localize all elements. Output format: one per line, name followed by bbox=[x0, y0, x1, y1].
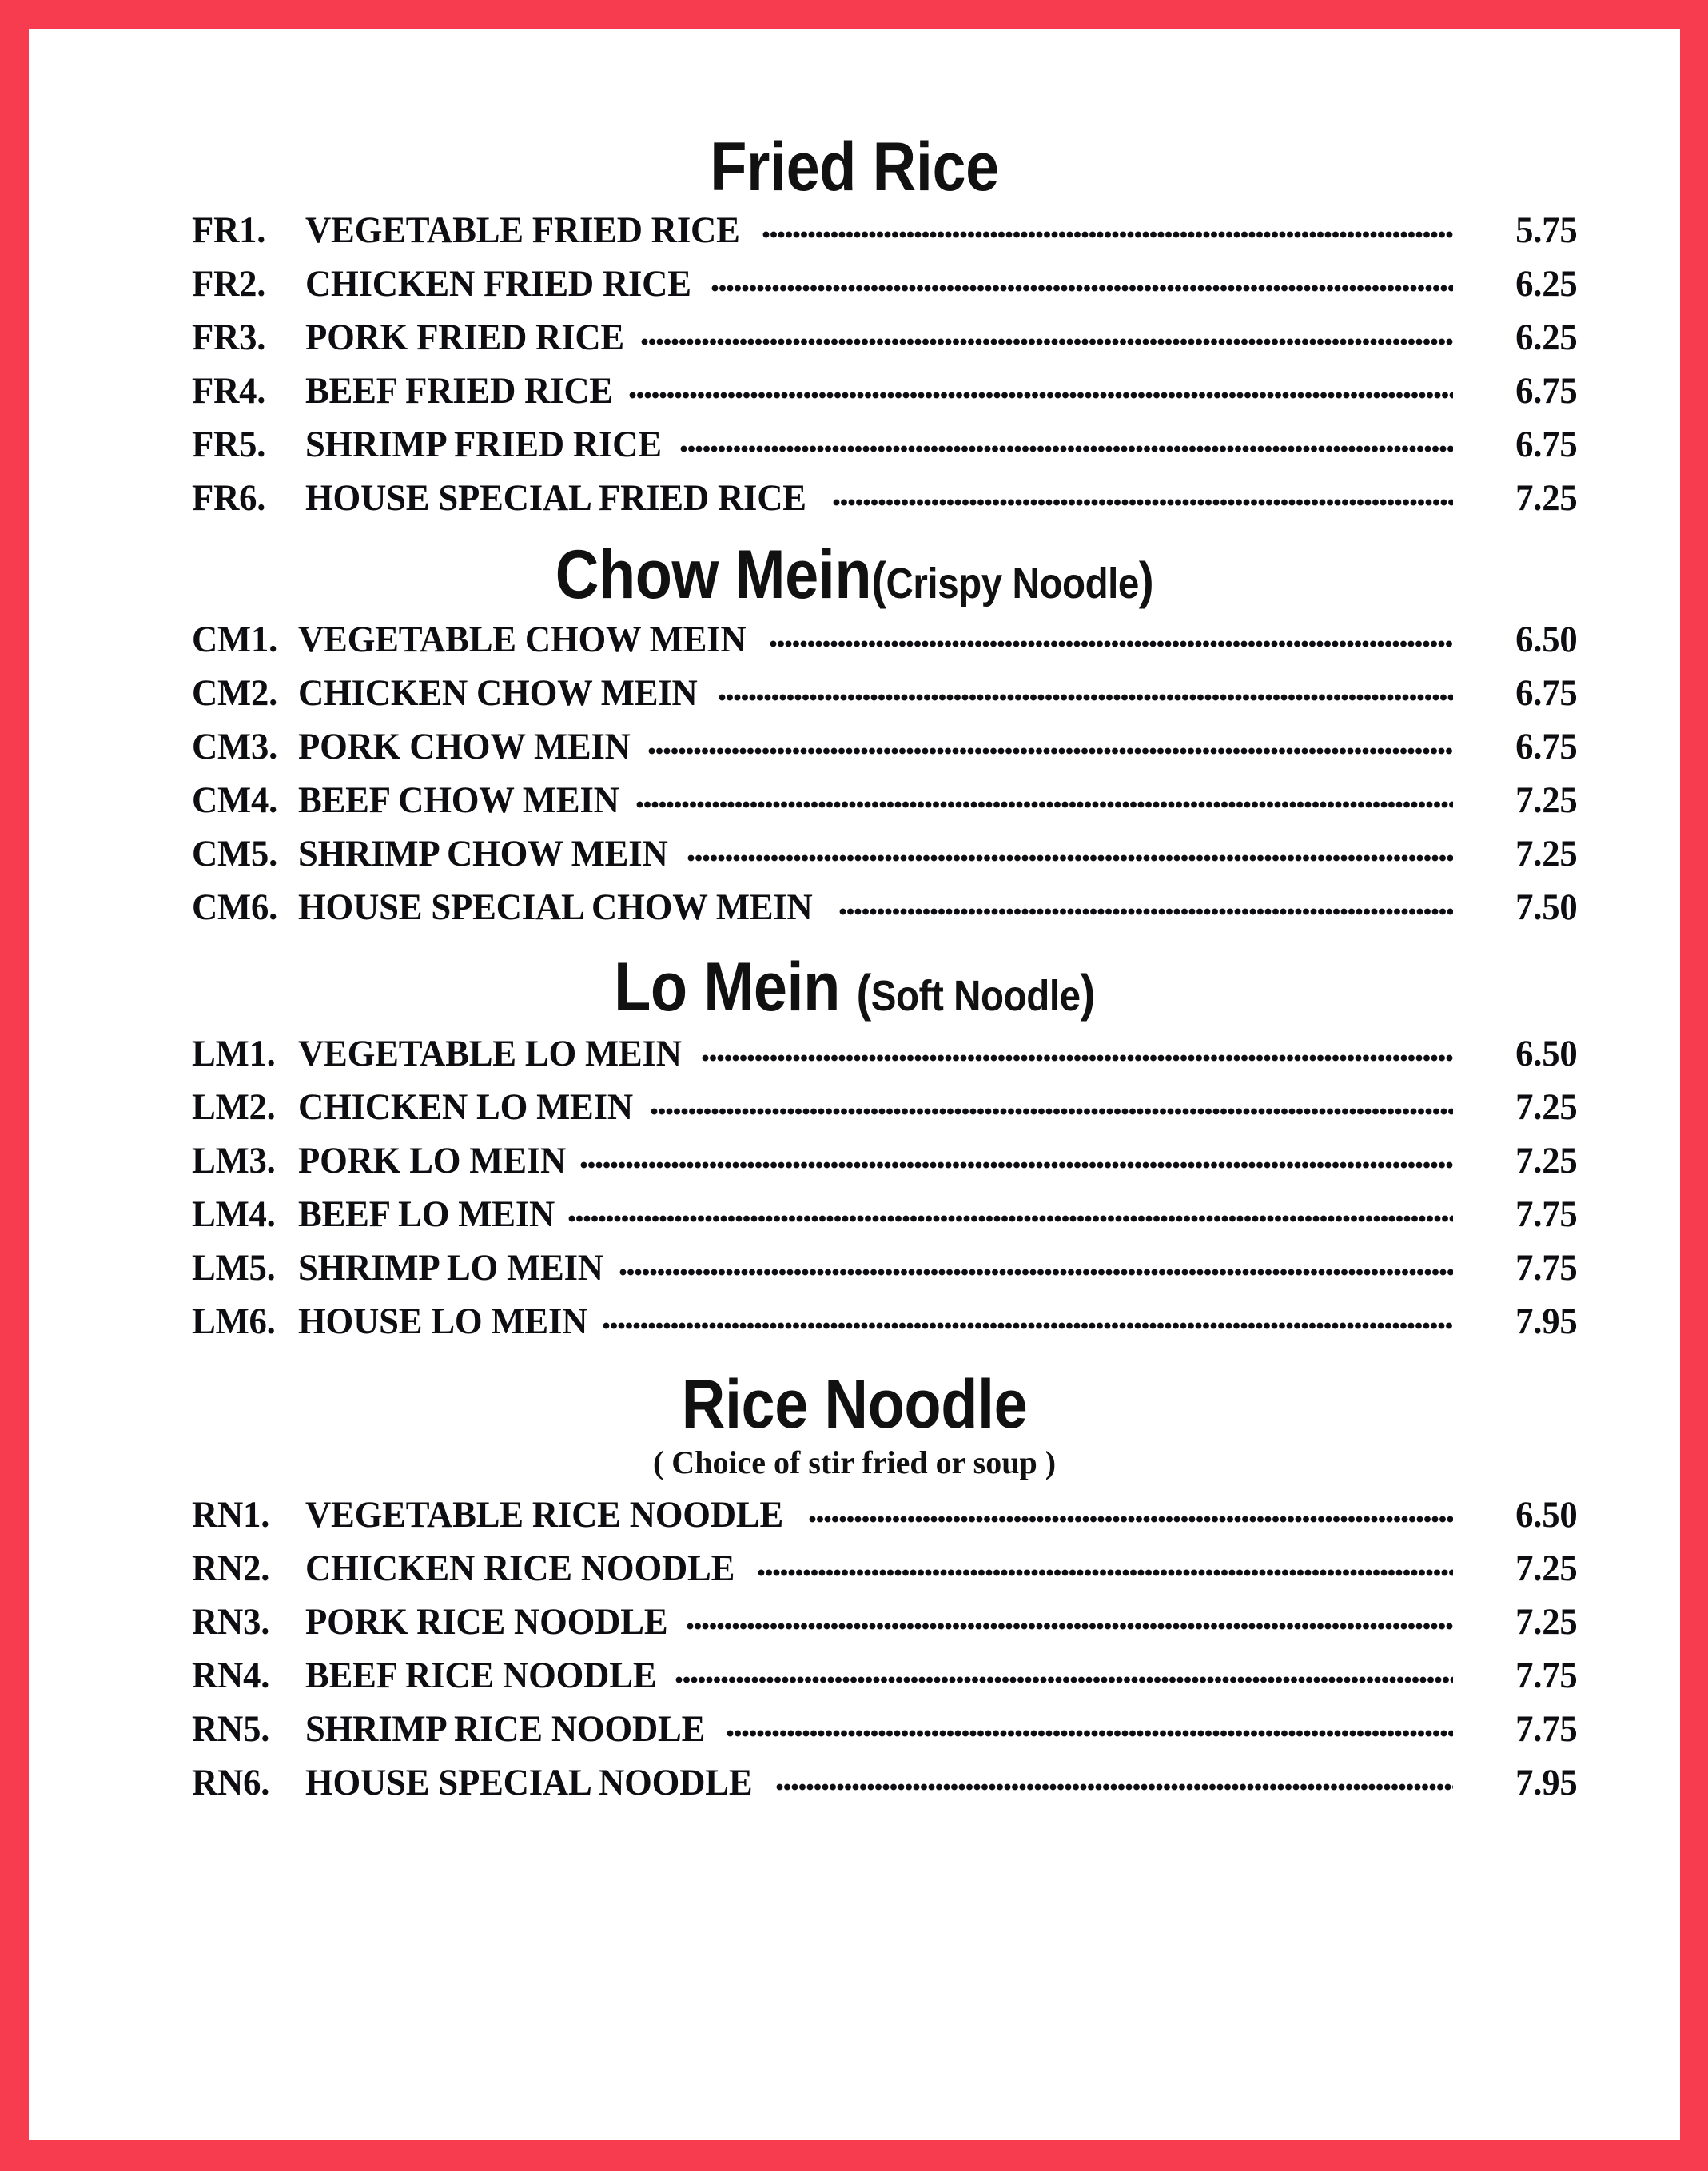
menu-item-name: CHICKEN RICE NOODLE bbox=[305, 1548, 735, 1589]
menu-item-list-rice-noodle bbox=[29, 1489, 1680, 1810]
menu-item-name: PORK FRIED RICE bbox=[305, 317, 625, 358]
dot-leader bbox=[641, 312, 1453, 349]
section-heading-lo-mein bbox=[128, 949, 1581, 1026]
menu-item-code: CM3. bbox=[192, 726, 278, 767]
menu-item-name: CHICKEN CHOW MEIN bbox=[298, 672, 698, 714]
dot-leader bbox=[568, 1189, 1453, 1226]
menu-item-name: BEEF RICE NOODLE bbox=[305, 1655, 657, 1696]
dot-leader bbox=[702, 1028, 1453, 1066]
menu-item-name: SHRIMP CHOW MEIN bbox=[298, 833, 668, 874]
section-subtitle-open-paren-chow-mein: ( bbox=[871, 552, 886, 609]
menu-item-code: LM4. bbox=[192, 1193, 276, 1235]
menu-item-name: PORK CHOW MEIN bbox=[298, 726, 631, 767]
menu-item-code: FR6. bbox=[192, 477, 266, 519]
menu-item-code: RN5. bbox=[192, 1708, 270, 1750]
dot-leader bbox=[770, 614, 1453, 651]
menu-item-code: CM4. bbox=[192, 779, 278, 821]
menu-item-code: RN2. bbox=[192, 1548, 270, 1589]
menu-item-price: 7.75 bbox=[1515, 1655, 1578, 1696]
menu-item-code: FR2. bbox=[192, 263, 266, 305]
menu-item-code: RN1. bbox=[192, 1494, 270, 1536]
menu-sheet bbox=[29, 29, 1680, 2140]
menu-item-code: CM1. bbox=[192, 619, 278, 660]
menu-item-row bbox=[192, 1596, 1592, 1650]
dot-leader bbox=[833, 472, 1453, 510]
section-title-rice-noodle: Rice Noodle bbox=[681, 1366, 1028, 1443]
section-subtitle-chow-mein: Crispy Noodle bbox=[886, 560, 1139, 607]
menu-item-code: LM1. bbox=[192, 1033, 276, 1074]
menu-item-code: LM2. bbox=[192, 1086, 276, 1128]
dot-leader bbox=[687, 1596, 1453, 1634]
dot-leader bbox=[648, 721, 1453, 759]
dot-leader bbox=[839, 882, 1453, 919]
section-title-lo-mein: Lo Mein bbox=[614, 949, 857, 1026]
menu-item-name: CHICKEN FRIED RICE bbox=[305, 263, 691, 305]
menu-item-price: 7.75 bbox=[1515, 1247, 1578, 1289]
section-subtitle-close-paren-chow-mein: ) bbox=[1138, 552, 1154, 609]
menu-item-row bbox=[192, 205, 1592, 258]
menu-item-name: CHICKEN LO MEIN bbox=[298, 1086, 633, 1128]
menu-item-row bbox=[192, 614, 1592, 667]
menu-section-fried-rice bbox=[29, 129, 1680, 526]
menu-item-price: 6.75 bbox=[1515, 726, 1578, 767]
menu-section-rice-noodle bbox=[29, 1366, 1680, 1810]
menu-item-price: 7.25 bbox=[1515, 833, 1578, 874]
menu-item-price: 6.75 bbox=[1515, 424, 1578, 465]
menu-item-name: VEGETABLE FRIED RICE bbox=[305, 209, 740, 251]
menu-item-name: BEEF LO MEIN bbox=[298, 1193, 555, 1235]
menu-item-list-lo-mein bbox=[29, 1028, 1680, 1349]
menu-section-lo-mein bbox=[29, 949, 1680, 1349]
menu-item-row bbox=[192, 775, 1592, 828]
menu-item-row bbox=[192, 667, 1592, 721]
menu-item-price: 7.25 bbox=[1515, 1601, 1578, 1643]
menu-section-chow-mein bbox=[29, 536, 1680, 935]
menu-item-code: RN6. bbox=[192, 1762, 270, 1803]
menu-item-row bbox=[192, 1296, 1592, 1349]
menu-item-row bbox=[192, 472, 1592, 526]
section-heading-fried-rice bbox=[128, 129, 1581, 205]
menu-item-row bbox=[192, 1703, 1592, 1757]
dot-leader bbox=[809, 1489, 1453, 1527]
menu-item-price: 6.50 bbox=[1515, 619, 1578, 660]
menu-item-row bbox=[192, 1489, 1592, 1543]
menu-item-list-fried-rice bbox=[29, 205, 1680, 526]
section-title-fried-rice: Fried Rice bbox=[710, 129, 999, 205]
dot-leader bbox=[580, 1135, 1453, 1173]
menu-item-name: BEEF FRIED RICE bbox=[305, 370, 614, 412]
menu-item-price: 7.95 bbox=[1515, 1762, 1578, 1803]
section-subtitle-lo-mein: Soft Noodle bbox=[870, 972, 1081, 1020]
dot-leader bbox=[675, 1650, 1453, 1687]
menu-item-price: 7.25 bbox=[1515, 779, 1578, 821]
dot-leader bbox=[636, 775, 1453, 812]
dot-leader bbox=[629, 365, 1453, 403]
menu-item-price: 7.25 bbox=[1515, 1086, 1578, 1128]
menu-item-code: CM6. bbox=[192, 886, 278, 928]
menu-item-name: PORK RICE NOODLE bbox=[305, 1601, 668, 1643]
dot-leader bbox=[603, 1296, 1453, 1333]
menu-item-price: 7.75 bbox=[1515, 1193, 1578, 1235]
menu-item-name: SHRIMP RICE NOODLE bbox=[305, 1708, 706, 1750]
menu-item-price: 7.75 bbox=[1515, 1708, 1578, 1750]
menu-item-price: 5.75 bbox=[1515, 209, 1578, 251]
menu-item-name: VEGETABLE CHOW MEIN bbox=[298, 619, 747, 660]
menu-item-code: FR5. bbox=[192, 424, 266, 465]
menu-item-price: 6.75 bbox=[1515, 672, 1578, 714]
menu-item-row bbox=[192, 419, 1592, 472]
menu-item-row bbox=[192, 1650, 1592, 1703]
menu-item-code: LM6. bbox=[192, 1301, 276, 1342]
menu-item-row bbox=[192, 721, 1592, 775]
menu-item-row bbox=[192, 1189, 1592, 1242]
menu-item-row bbox=[192, 1242, 1592, 1296]
menu-item-name: BEEF CHOW MEIN bbox=[298, 779, 619, 821]
menu-item-row bbox=[192, 1135, 1592, 1189]
section-subtitle-open-paren-lo-mein: ( bbox=[856, 964, 871, 1022]
menu-item-code: FR3. bbox=[192, 317, 266, 358]
menu-item-price: 6.50 bbox=[1515, 1494, 1578, 1536]
menu-item-row bbox=[192, 312, 1592, 365]
menu-item-code: CM5. bbox=[192, 833, 278, 874]
section-title-chow-mein: Chow Mein bbox=[555, 536, 872, 613]
menu-item-price: 7.25 bbox=[1515, 1140, 1578, 1181]
menu-item-name: HOUSE SPECIAL FRIED RICE bbox=[305, 477, 806, 519]
menu-item-name: HOUSE LO MEIN bbox=[298, 1301, 588, 1342]
menu-item-name: PORK LO MEIN bbox=[298, 1140, 567, 1181]
dot-leader bbox=[651, 1082, 1453, 1119]
menu-item-code: FR4. bbox=[192, 370, 266, 412]
menu-item-name: VEGETABLE RICE NOODLE bbox=[305, 1494, 784, 1536]
menu-item-name: SHRIMP FRIED RICE bbox=[305, 424, 662, 465]
menu-item-list-chow-mein bbox=[29, 614, 1680, 935]
dot-leader bbox=[727, 1703, 1453, 1741]
menu-item-row bbox=[192, 1757, 1592, 1810]
menu-item-price: 6.25 bbox=[1515, 317, 1578, 358]
dot-leader bbox=[719, 667, 1453, 705]
menu-item-code: RN3. bbox=[192, 1601, 270, 1643]
menu-item-code: RN4. bbox=[192, 1655, 270, 1696]
menu-item-code: LM3. bbox=[192, 1140, 276, 1181]
dot-leader bbox=[758, 1543, 1453, 1580]
menu-item-name: VEGETABLE LO MEIN bbox=[298, 1033, 682, 1074]
section-subtitle-close-paren-lo-mein: ) bbox=[1080, 964, 1095, 1022]
menu-item-row bbox=[192, 1543, 1592, 1596]
menu-item-price: 6.25 bbox=[1515, 263, 1578, 305]
menu-item-name: HOUSE SPECIAL CHOW MEIN bbox=[298, 886, 813, 928]
menu-content bbox=[29, 29, 1680, 1810]
menu-item-row bbox=[192, 1028, 1592, 1082]
dot-leader bbox=[687, 828, 1453, 866]
dot-leader bbox=[619, 1242, 1453, 1280]
menu-item-price: 7.95 bbox=[1515, 1301, 1578, 1342]
menu-item-code: CM2. bbox=[192, 672, 278, 714]
menu-item-price: 6.75 bbox=[1515, 370, 1578, 412]
section-heading-chow-mein bbox=[128, 536, 1581, 613]
menu-item-price: 6.50 bbox=[1515, 1033, 1578, 1074]
menu-item-row bbox=[192, 828, 1592, 882]
menu-item-row bbox=[192, 365, 1592, 419]
dot-leader bbox=[762, 205, 1453, 242]
menu-item-name: HOUSE SPECIAL NOODLE bbox=[305, 1762, 753, 1803]
menu-item-row bbox=[192, 882, 1592, 935]
section-heading-rice-noodle bbox=[128, 1366, 1581, 1443]
dot-leader bbox=[680, 419, 1453, 456]
menu-item-price: 7.25 bbox=[1515, 1548, 1578, 1589]
menu-item-code: LM5. bbox=[192, 1247, 276, 1289]
menu-item-price: 7.25 bbox=[1515, 477, 1578, 519]
section-note-rice-noodle: ( Choice of stir fried or soup ) bbox=[652, 1444, 1057, 1480]
dot-leader bbox=[711, 258, 1453, 296]
dot-leader bbox=[776, 1757, 1453, 1795]
menu-item-code: FR1. bbox=[192, 209, 266, 251]
menu-item-price: 7.50 bbox=[1515, 886, 1578, 928]
menu-item-row bbox=[192, 1082, 1592, 1135]
menu-item-name: SHRIMP LO MEIN bbox=[298, 1247, 603, 1289]
menu-item-row bbox=[192, 258, 1592, 312]
